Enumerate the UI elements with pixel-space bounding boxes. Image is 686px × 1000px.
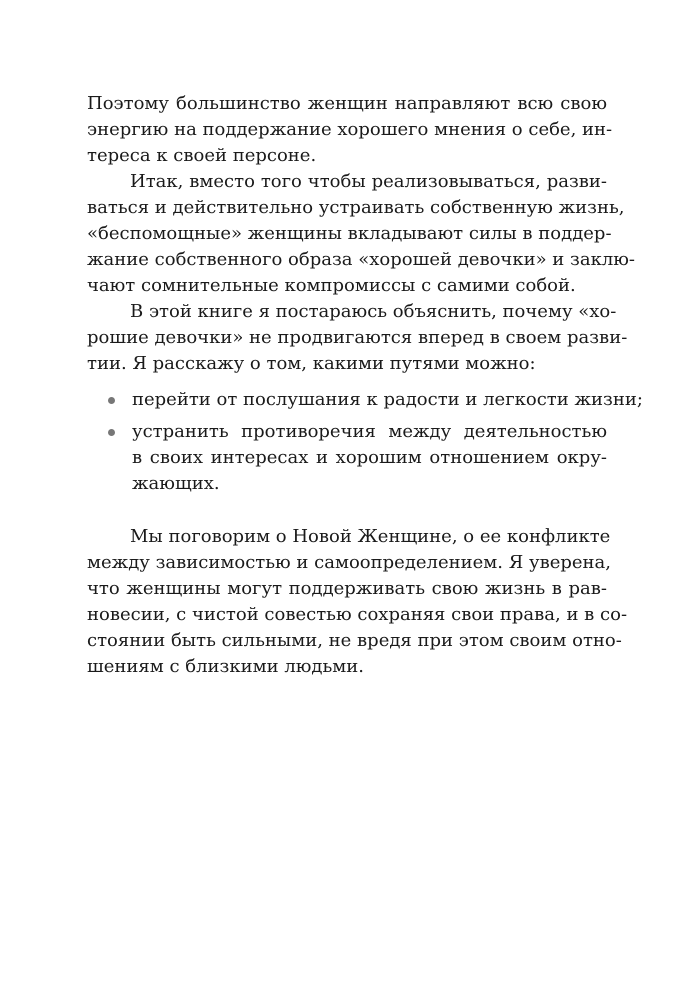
text-line: устранить противоречия между деятельностью	[132, 421, 607, 442]
text-line: чают сомнительные компромиссы с самими собой.	[87, 275, 576, 296]
text-line: что женщины могут поддерживать свою жизнь в рав-	[87, 578, 607, 599]
bullet-dot-icon	[108, 397, 115, 404]
page-text	[87, 91, 643, 680]
text-line: между зависимостью и самоопределением. Я уверена,	[87, 552, 611, 573]
text-line: ваться и действительно устраивать собственную жизнь,	[87, 197, 625, 218]
text-line: новесии, с чистой совестью сохраняя свои права, и в со-	[87, 604, 628, 625]
text-line: В этой книге я постараюсь объяснить, почему «хо-	[130, 301, 617, 322]
text-line: жающих.	[132, 473, 220, 494]
text-line: Поэтому большинство женщин направляют всю свою	[87, 93, 607, 114]
paragraph-3	[87, 299, 628, 377]
bullet-item-1	[87, 387, 643, 413]
section-spacer	[87, 497, 607, 524]
bullet-dot-icon	[108, 429, 115, 436]
text-line: перейти от послушания к радости и легкости жизни;	[132, 389, 643, 410]
text-line: «беспомощные» женщины вкладывают силы в поддер-	[87, 223, 612, 244]
paragraph-closing	[87, 524, 628, 680]
text-line: рошие девочки» не продвигаются вперед в своем разви-	[87, 327, 628, 348]
text-line: энергию на поддержание хорошего мнения о себе, ин-	[87, 119, 613, 140]
text-line: стоянии быть сильными, не вредя при этом своим отно-	[87, 630, 622, 651]
text-line: жание собственного образа «хорошей девочки» и заклю-	[87, 249, 636, 270]
text-line: тии. Я расскажу о том, какими путями можно:	[87, 353, 536, 374]
paragraph-1	[87, 91, 613, 169]
text-line: шениям с близкими людьми.	[87, 656, 365, 677]
bullet-item-2	[87, 419, 607, 497]
text-line: Мы поговорим о Новой Женщине, о ее конфликте	[130, 526, 611, 547]
text-line: тереса к своей персоне.	[87, 145, 317, 166]
text-line: Итак, вместо того чтобы реализовываться, разви-	[130, 171, 607, 192]
text-line: в своих интересах и хорошим отношением окру-	[132, 447, 607, 468]
bullet-list	[87, 387, 643, 497]
paragraph-2	[87, 169, 636, 299]
